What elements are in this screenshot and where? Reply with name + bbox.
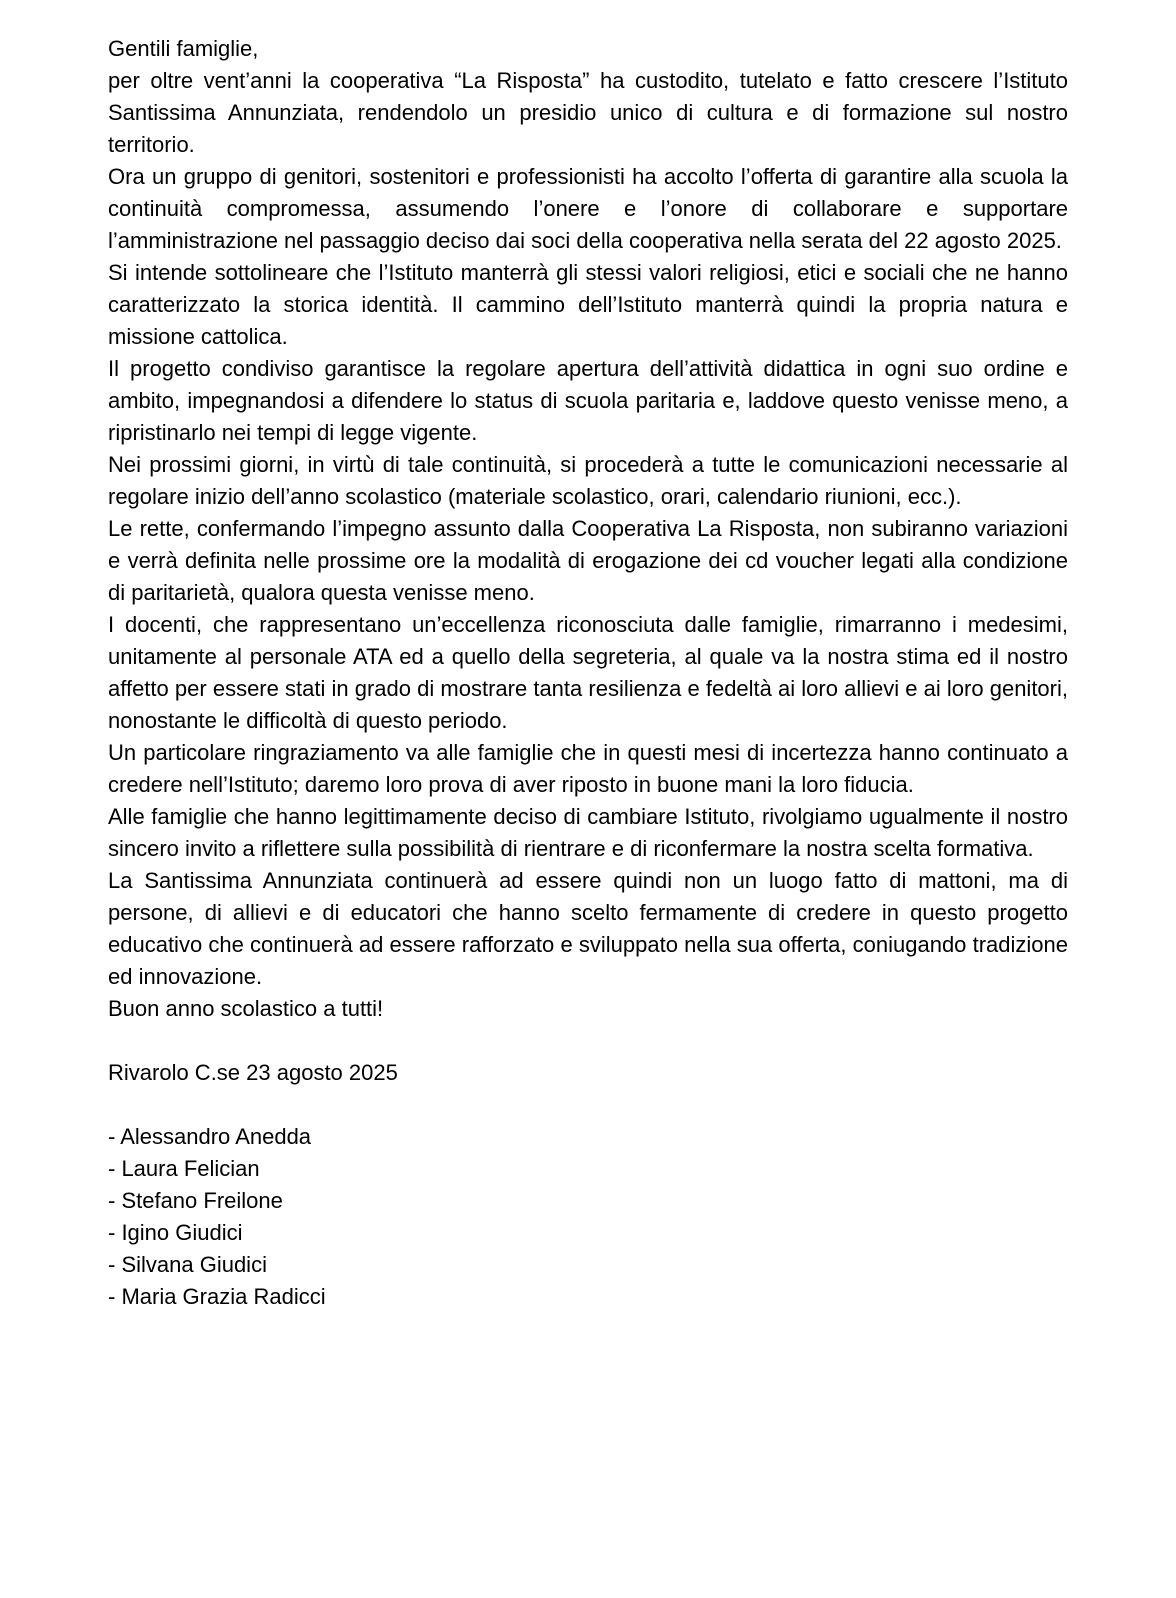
letter-paragraph-invito: Alle famiglie che hanno legittimamente deciso di cambiare Istituto, rivolgiamo ugualmente il nostro sincero invito a riflettere sulla possibilità di rientrare e di riconfermare la nostra scelta formativa. [108,804,1068,861]
spacer [108,1025,1068,1057]
letter-paragraph-valori: Si intende sottolineare che l’Istituto manterrà gli stessi valori religiosi, etici e sociali che ne hanno caratterizzato la storica identità. Il cammino dell’Istituto manterrà quindi la propria natura e missione cattolica. [108,260,1068,349]
letter-paragraph-intro: per oltre vent’anni la cooperativa “La Risposta” ha custodito, tutelato e fatto crescere l’Istituto Santissima Annunziata, rendendolo un presidio unico di cultura e di formazione sul nostro territorio. [108,68,1068,157]
letter-paragraph-docenti: I docenti, che rappresentano un’eccellenza riconosciuta dalle famiglie, rimarranno i medesimi, unitamente al personale ATA ed a quello della segreteria, al quale va la nostra stima ed il nostro affetto per essere stati in grado di mostrare tanta resilienza e fedeltà ai loro allievi e ai loro genitori, nonostante le difficoltà di questo periodo. [108,612,1068,733]
signatory: - Maria Grazia Radicci [108,1284,326,1309]
signatory: - Stefano Freilone [108,1188,283,1213]
letter-paragraph-comunicazioni: Nei prossimi giorni, in virtù di tale continuità, si procederà a tutte le comunicazioni necessarie al regolare inizio dell’anno scolastico (materiale scolastico, orari, calendario riunioni, ecc.). [108,452,1068,509]
signatory: - Igino Giudici [108,1220,243,1245]
salutation: Gentili famiglie, [108,36,259,61]
signatory: - Silvana Giudici [108,1252,267,1277]
spacer [108,1089,1068,1121]
letter-paragraph-futuro: La Santissima Annunziata continuerà ad essere quindi non un luogo fatto di mattoni, ma di persone, di allievi e di educatori che hanno scelto fermamente di credere in questo progetto educativo che continuerà ad essere rafforzato e sviluppato nella sua offerta, coniugando tradizione ed innovazione. [108,868,1068,989]
letter-paragraph-progetto: Il progetto condiviso garantisce la regolare apertura dell’attività didattica in ogni suo ordine e ambito, impegnandosi a difendere lo status di scuola paritaria e, laddove questo venisse meno, a ripristinarlo nei tempi di legge vigente. [108,356,1068,445]
closing-line: Buon anno scolastico a tutti! [108,996,384,1021]
dateline: Rivarolo C.se 23 agosto 2025 [108,1060,398,1085]
signatory: - Alessandro Anedda [108,1124,312,1149]
signatory: - Laura Felician [108,1156,260,1181]
letter-paragraph-gruppo-genitori: Ora un gruppo di genitori, sostenitori e professionisti ha accolto l’offerta di garantire alla scuola la continuità compromessa, assumendo l’onere e l’onore di collaborare e supportare l’amministrazione nel passaggio deciso dai soci della cooperativa nella serata del 22 agosto 2025. [108,164,1068,253]
letter-paragraph-rette: Le rette, confermando l’impegno assunto dalla Cooperativa La Risposta, non subiranno variazioni e verrà definita nelle prossime ore la modalità di erogazione dei cd voucher legati alla condizione di paritarietà, qualora questa venisse meno. [108,516,1068,605]
letter-paragraph-ringraziamento: Un particolare ringraziamento va alle famiglie che in questi mesi di incertezza hanno continuato a credere nell’Istituto; daremo loro prova di aver riposto in buone mani la loro fiducia. [108,740,1068,797]
